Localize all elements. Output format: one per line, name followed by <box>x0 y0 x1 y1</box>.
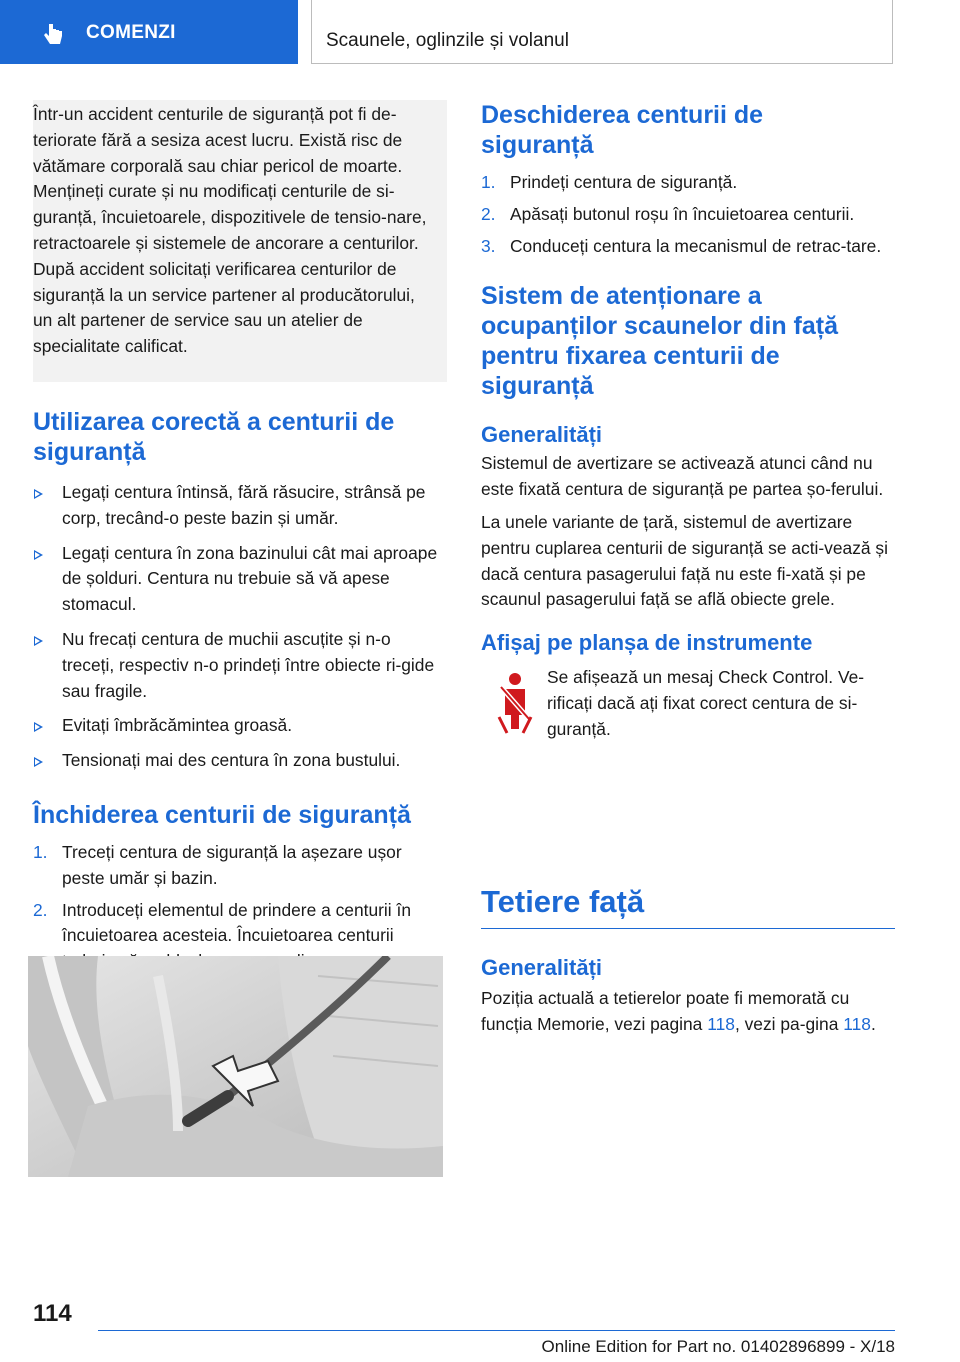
display-note <box>481 665 895 755</box>
subheading-general-headrest: Generalități <box>481 955 603 980</box>
heading-reminder: Sistem de atenționare a ocupanților scaunelor din față pentru fixarea centurii de siguranță <box>481 282 838 401</box>
step-number: 2. <box>33 899 48 920</box>
step-item <box>481 202 895 228</box>
step-number: 2. <box>481 203 496 224</box>
list-item-text: Legați centura întinsă, fără răsucire, strânsă pe corp, trecând-o peste bazin și umăr. <box>62 481 426 528</box>
seatbelt-warning-icon <box>495 671 535 735</box>
triangle-bullet-icon <box>34 757 43 767</box>
footer-divider <box>98 1330 895 1331</box>
headrest-section <box>481 884 895 920</box>
list-item-text: Nu frecați centura de muchii ascuțite și n-o treceți, respectiv n-o prindeți între obiecte ri-gide sau fragile. <box>62 628 435 701</box>
opening-steps <box>481 170 895 259</box>
reminder-para-1: Sistemul de avertizare se activează atunci când nu este fixată centura de siguranță pe partea șo-ferului. <box>481 453 884 500</box>
correct-use-list <box>33 480 447 774</box>
list-item-text: Legați centura în zona bazinului cât mai aproape de șolduri. Centura nu trebuie să vă apese stomacul. <box>62 542 438 615</box>
subheading-general: Generalități <box>481 422 603 448</box>
triangle-bullet-icon <box>34 722 43 732</box>
page-link[interactable]: 118 <box>707 1013 735 1034</box>
right-column <box>481 100 895 755</box>
step-item <box>481 170 895 196</box>
list-item <box>33 480 447 532</box>
step-text: Prindeți centura de siguranță. <box>510 172 738 192</box>
headrest-text <box>481 986 895 1038</box>
list-item <box>33 748 447 774</box>
page-number: 114 <box>33 1300 72 1327</box>
heading-headrest: Tetiere față <box>481 884 645 919</box>
list-item-text: Evitați îmbrăcămintea groasă. <box>62 715 293 736</box>
heading-correct-use: Utilizarea corectă a centurii de siguranță <box>33 407 395 466</box>
headrest-text-part: . <box>870 1013 876 1034</box>
headrest-body <box>481 954 895 1038</box>
list-item <box>33 627 447 704</box>
step-text: Apăsați butonul roșu în încuietoarea centurii. <box>510 203 855 224</box>
step-item <box>481 234 895 260</box>
step-text: Conduceți centura la mecanismul de retrac-tare. <box>510 235 882 256</box>
list-item <box>33 541 447 618</box>
section-title-tab <box>311 0 893 64</box>
page-link[interactable]: 118 <box>843 1013 871 1034</box>
display-note-text: Se afișează un mesaj Check Control. Ve-rificați dacă ați fixat corect centura de si-guranță. <box>547 667 865 739</box>
list-item-text: Tensionați mai des centura în zona bustului. <box>62 750 401 771</box>
reminder-para-2: La unele variante de țară, sistemul de avertizare pentru cuplarea centurii de siguranță se acti-vează și dacă centura pasagerului față nu este fi-xată și pe scaunul pasagerului față se află obiecte grele. <box>481 511 888 610</box>
heading-closing: Închiderea centurii de siguranță <box>33 800 411 829</box>
seat-belt-photo <box>28 956 443 1177</box>
headrest-text-part: Poziția actuală a tetierelor poate fi memorată cu funcția Memorie, vezi pagina <box>481 988 850 1034</box>
hand-pointer-icon <box>40 22 66 48</box>
step-text: Introduceți elementul de prindere a centurii în încuietoarea acesteia. Încuietoarea centurii <box>62 899 411 946</box>
page-header <box>0 0 960 66</box>
triangle-bullet-icon <box>34 636 43 646</box>
left-column <box>33 100 447 975</box>
tab-label: COMENZI <box>86 22 176 43</box>
heading-opening: Deschiderea centurii de siguranță <box>481 101 764 159</box>
step-number: 1. <box>33 841 48 862</box>
triangle-bullet-icon <box>34 489 43 499</box>
warning-text: Într-un accident centurile de siguranță pot fi de-teriorate fără a sesiza acest lucru. Există risc de vătămare corporală sau chiar pericol de moarte. Mențineți curate și nu modificați centurile de si-guranță, încuietoarele, dispozitivele de tensio-nare, retractoarele și sistemele de ancorare a centurilor. După accident solicitați verificarea centurilor de siguranță la un service partener al producătorului, un alt partener de service sau un atelier de specialitate calificat. <box>33 104 427 357</box>
section-divider <box>481 928 895 929</box>
list-item <box>33 713 447 739</box>
warning-box <box>33 100 447 382</box>
subheading-display: Afișaj pe planșa de instrumente <box>481 630 813 656</box>
step-item <box>33 840 447 892</box>
triangle-bullet-icon <box>34 550 43 560</box>
edition-text: Online Edition for Part no. 01402896899 - X/18 <box>541 1337 895 1356</box>
step-number: 1. <box>481 172 496 192</box>
step-number: 3. <box>481 235 496 256</box>
section-title: Scaunele, oglinzile și volanul <box>326 30 569 51</box>
closing-steps <box>33 840 447 975</box>
headrest-text-part: , vezi pa-gina <box>734 1013 844 1034</box>
step-text: Treceți centura de siguranță la așezare ușor peste umăr și bazin. <box>62 841 402 888</box>
tab-comenzi[interactable] <box>0 0 298 64</box>
